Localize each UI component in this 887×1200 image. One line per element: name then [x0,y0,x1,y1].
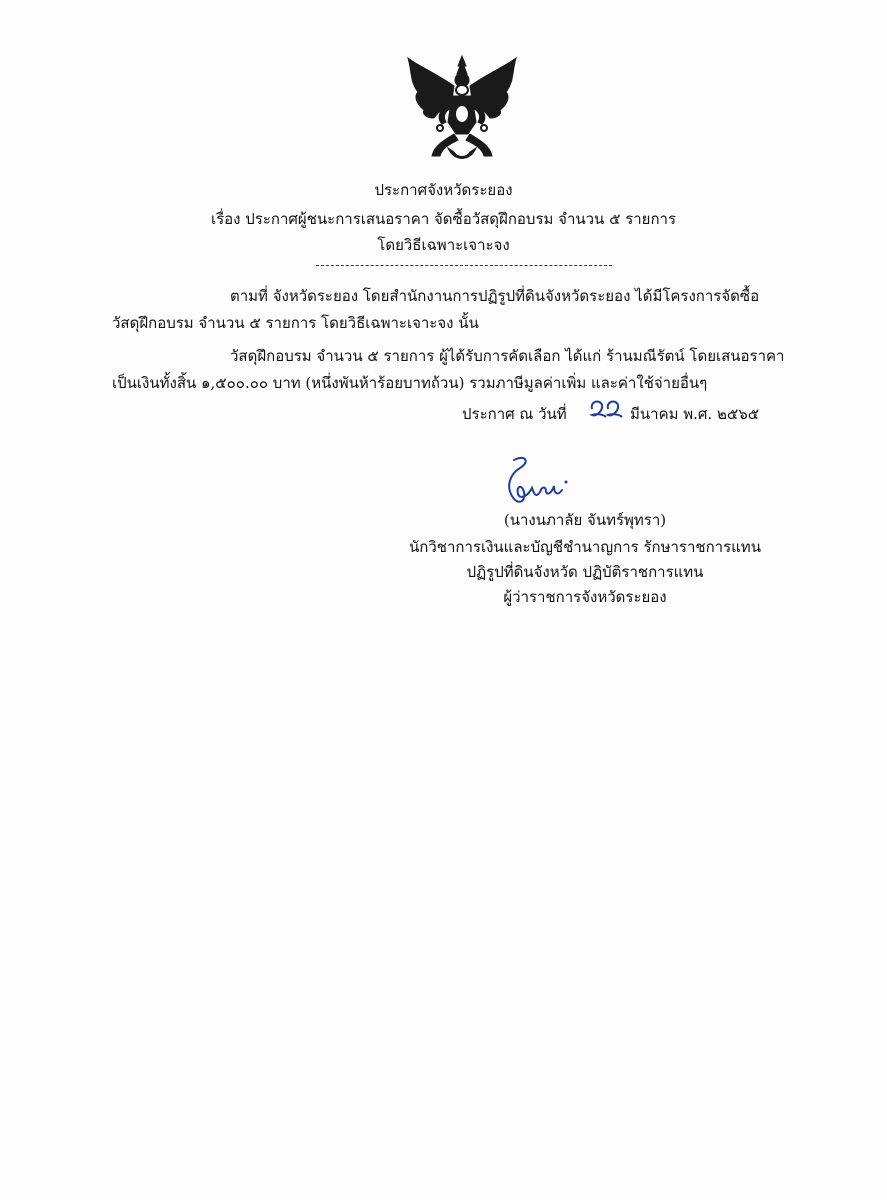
procurement-method: โดยวิธีเฉพาะเจาะจง [377,236,510,254]
signatory-position-3: ผู้ว่าราชการจังหวัดระยอง [503,588,667,606]
garuda-emblem-icon [404,52,520,170]
paragraph-1-line-1: ตามที่ จังหวัดระยอง โดยสำนักงานการปฏิรูปที่ดินจังหวัดระยอง ได้มีโครงการจัดซื้อ [230,287,760,305]
signatory-position-1: นักวิชาการเงินและบัญชีชำนาญการ รักษาราชการแทน [409,538,761,556]
date-prefix: ประกาศ ณ วันที่ [462,405,567,423]
paragraph-1-line-2: วัสดุฝึกอบรม จำนวน ๕ รายการ โดยวิธีเฉพาะเจาะจง นั้น [112,314,479,332]
signatory-name: (นางนภาลัย จันทร์พุทรา) [503,511,667,529]
handwritten-signature [496,452,572,510]
paragraph-2-line-1: วัสดุฝึกอบรม จำนวน ๕ รายการ ผู้ได้รับการคัดเลือก ได้แก่ ร้านมณีรัตน์ โดยเสนอราคา [230,347,785,365]
header-separator [316,265,612,266]
paragraph-2-line-2: เป็นเงินทั้งสิ้น ๑,๕๐๐.๐๐ บาท (หนึ่งพันห้าร้อยบาทถ้วน) รวมภาษีมูลค่าเพิ่ม และค่าใช้จ่ายอื่นๆ [112,374,708,392]
handwritten-day [588,395,626,421]
announcement-title: ประกาศจังหวัดระยอง [374,181,513,199]
date-suffix: มีนาคม พ.ศ. ๒๕๖๕ [630,405,760,423]
signatory-position-2: ปฏิรูปที่ดินจังหวัด ปฏิบัติราชการแทน [466,563,704,581]
announcement-subject: เรื่อง ประกาศผู้ชนะการเสนอราคา จัดซื้อวัสดุฝึกอบรม จำนวน ๕ รายการ [210,210,677,228]
